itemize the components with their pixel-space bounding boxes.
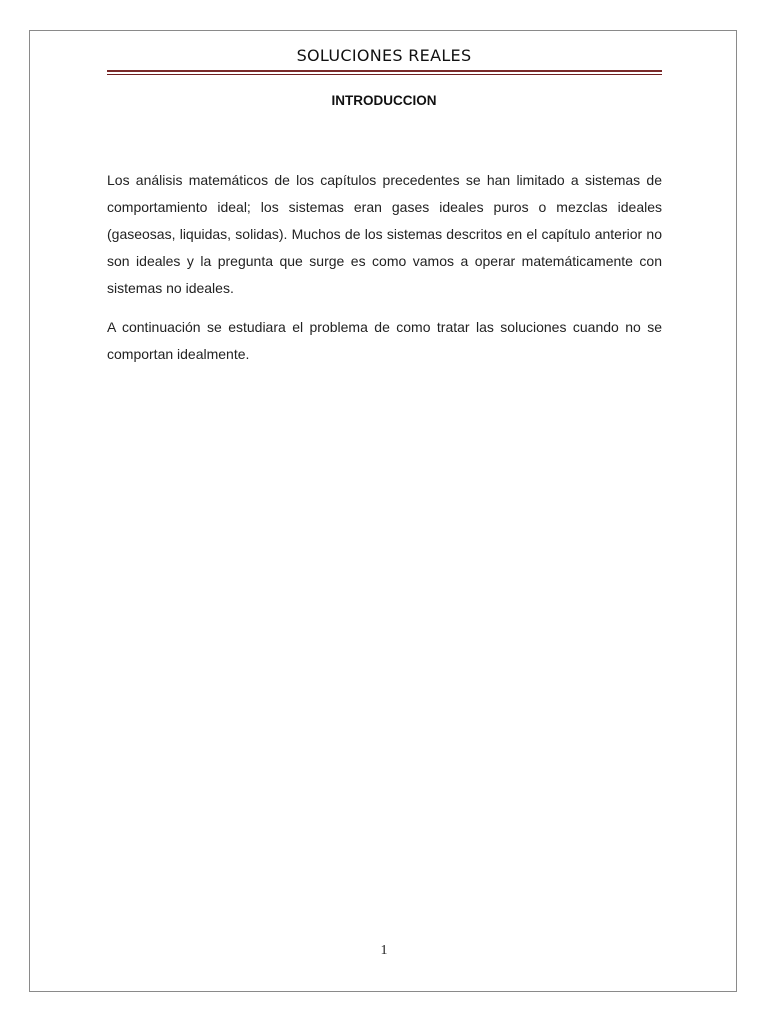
paragraph-2: A continuación se estudiara el problema de como tratar las soluciones cuando no se comportan idealmente.	[107, 319, 662, 362]
header-rule-thick-line	[107, 70, 662, 72]
section-heading: INTRODUCCION	[331, 93, 437, 108]
header-title: SOLUCIONES REALES	[296, 46, 472, 65]
document-page	[29, 30, 737, 992]
paragraph-1: Los análisis matemáticos de los capítulos precedentes se han limitado a sistemas de comportamiento ideal; los sistemas eran gases ideales puros o mezclas ideales (gaseosas, liquidas, solidas). Muchos de los sistemas descritos en el capítulo anterior no son ideales y la pregunta que surge es como vamos a operar matemáticamente con sistemas no ideales.	[107, 172, 662, 296]
header-rule-thin-line	[107, 74, 662, 75]
header-double-rule	[107, 70, 662, 76]
page-number: 1	[380, 943, 388, 958]
